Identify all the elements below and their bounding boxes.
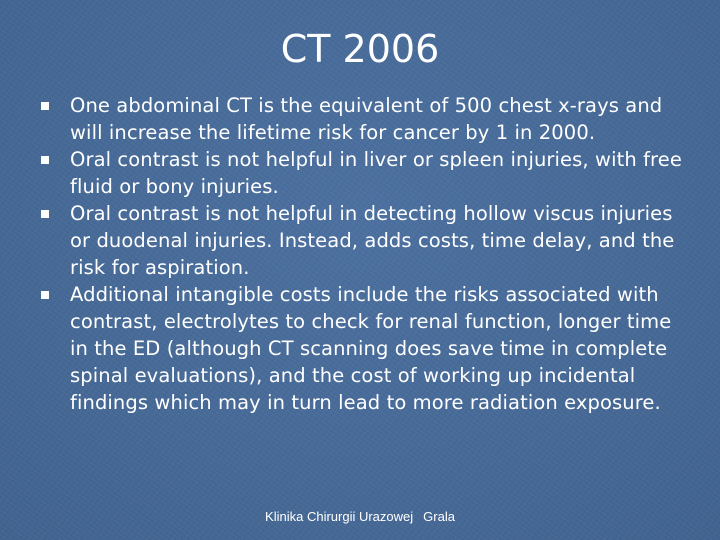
square-bullet-icon xyxy=(41,210,49,218)
bullet-item xyxy=(38,92,688,146)
bullet-item xyxy=(38,281,688,416)
square-bullet-icon xyxy=(41,102,49,110)
bullet-text: Additional intangible costs include the risks associated with contrast, electrolytes to check for renal function, longer time in the ED (although CT scanning does save time in complete spinal evaluations), and the cost of working up incidental findings which may in turn lead to more radiation exposure. xyxy=(70,283,672,414)
slide-footer xyxy=(0,508,720,526)
bullet-text: Oral contrast is not helpful in detecting hollow viscus injuries or duodenal injuries. Instead, adds costs, time delay, and the risk for aspiration. xyxy=(70,202,675,279)
bullet-list xyxy=(38,92,688,416)
bullet-text: One abdominal CT is the equivalent of 500 chest x-rays and will increase the lifetime risk for cancer by 1 in 2000. xyxy=(70,94,663,144)
bullet-item xyxy=(38,146,688,200)
square-bullet-icon xyxy=(41,156,49,164)
footer-institution: Klinika Chirurgii Urazowej xyxy=(265,509,414,524)
slide-title: CT 2006 xyxy=(280,27,440,71)
bullet-text: Oral contrast is not helpful in liver or spleen injuries, with free fluid or bony injuries. xyxy=(70,148,682,198)
footer-author: Grala xyxy=(423,509,455,524)
square-bullet-icon xyxy=(41,291,49,299)
bullet-item xyxy=(38,200,688,281)
